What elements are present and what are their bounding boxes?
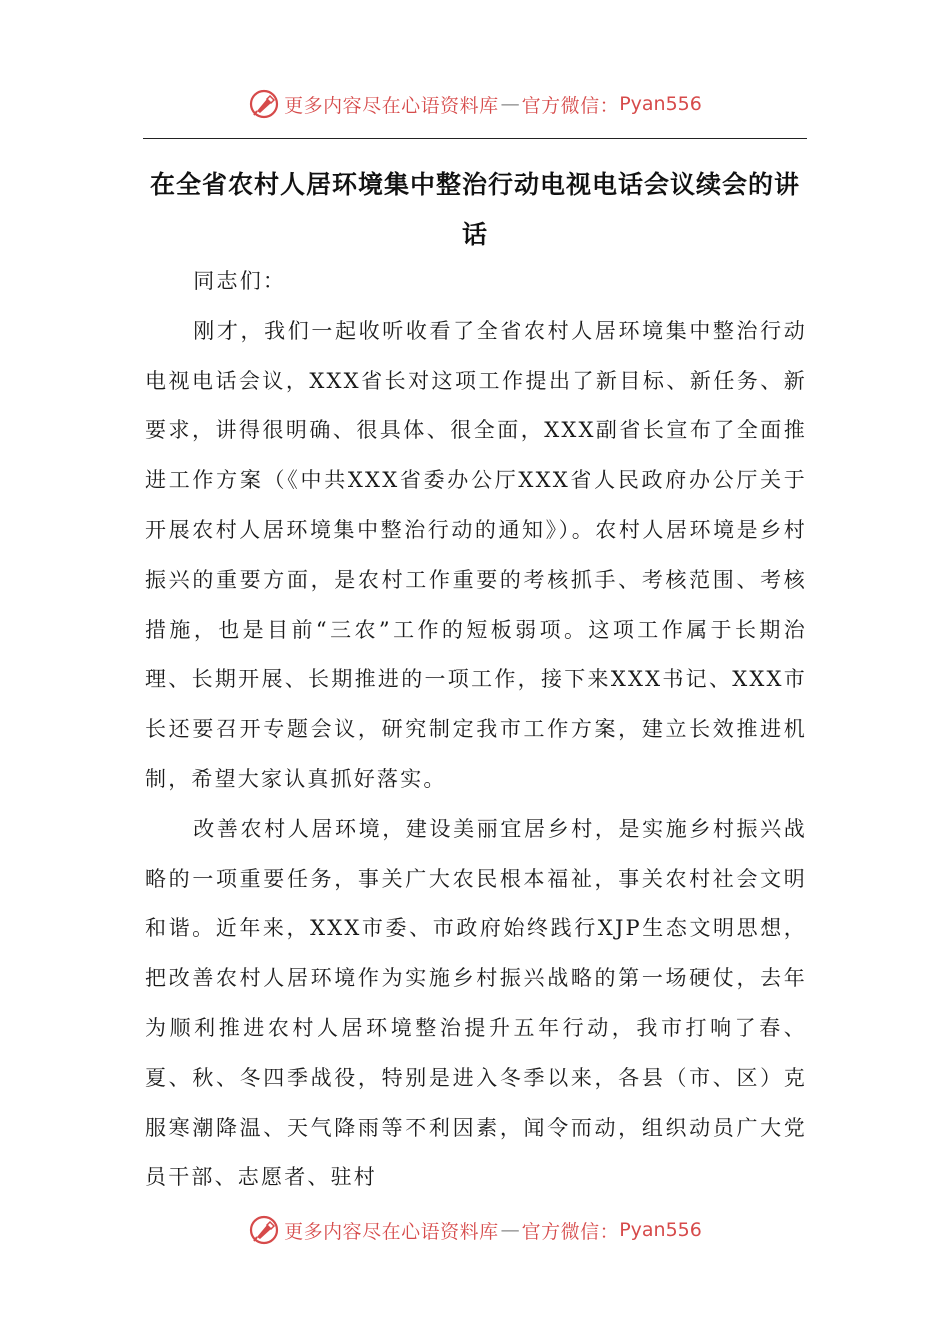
watermark-site-text: 更多内容尽在心语资料库 <box>284 94 499 117</box>
pen-nib-logo-icon <box>248 1214 280 1246</box>
watermark-contact-label: 官方微信： <box>521 1220 620 1243</box>
paragraph-1: 刚才，我们一起收听收看了全省农村人居环境集中整治行动电视电话会议，XXX省长对这项工作提出了新目标、新任务、新要求，讲得很明确、很具体、很全面，XXX副省长宣布了全面推进工作方案（《中共XXX省委办公厅XXX省人民政府办公厅关于开展农村人居环境集中整治行动的通知》）。农村人居环境是乡村振兴的重要方面，是农村工作重要的考核抓手、考核范围、考核措施，也是目前“三农”工作的短板弱项。这项工作属于长期治理、长期开展、长期推进的一项工作，接下来XXX书记、XXX市长还要召开专题会议，研究制定我市工作方案，建立长效推进机制，希望大家认真抓好落实。 <box>145 318 807 791</box>
header-watermark <box>0 84 950 124</box>
watermark-site-text: 更多内容尽在心语资料库 <box>284 1220 499 1243</box>
watermark-separator: — <box>500 1219 520 1241</box>
footer-watermark <box>0 1210 950 1250</box>
document-title: 在全省农村人居环境集中整治行动电视电话会议续会的讲话 <box>149 170 800 249</box>
greeting: 同志们： <box>193 269 287 293</box>
watermark-contact-id: Pyan556 <box>619 93 702 115</box>
paragraph-2: 改善农村人居环境，建设美丽宜居乡村，是实施乡村振兴战略的一项重要任务，事关广大农民根本福祉，事关农村社会文明和谐。近年来，XXX市委、市政府始终践行XJP生态文明思想，把改善农村人居环境作为实施乡村振兴战略的第一场硬仗，去年为顺利推进农村人居环境整治提升五年行动，我市打响了春、夏、秋、冬四季战役，特别是进入冬季以来，各县（市、区）克服寒潮降温、天气降雨等不利因素，闻令而动，组织动员广大党员干部、志愿者、驻村 <box>145 816 807 1190</box>
header-divider <box>143 138 807 139</box>
document-body <box>145 257 807 1203</box>
pen-nib-logo-icon <box>248 88 280 120</box>
watermark-contact-label: 官方微信： <box>521 94 620 117</box>
watermark-contact-id: Pyan556 <box>619 1219 702 1241</box>
watermark-separator: — <box>500 93 520 115</box>
